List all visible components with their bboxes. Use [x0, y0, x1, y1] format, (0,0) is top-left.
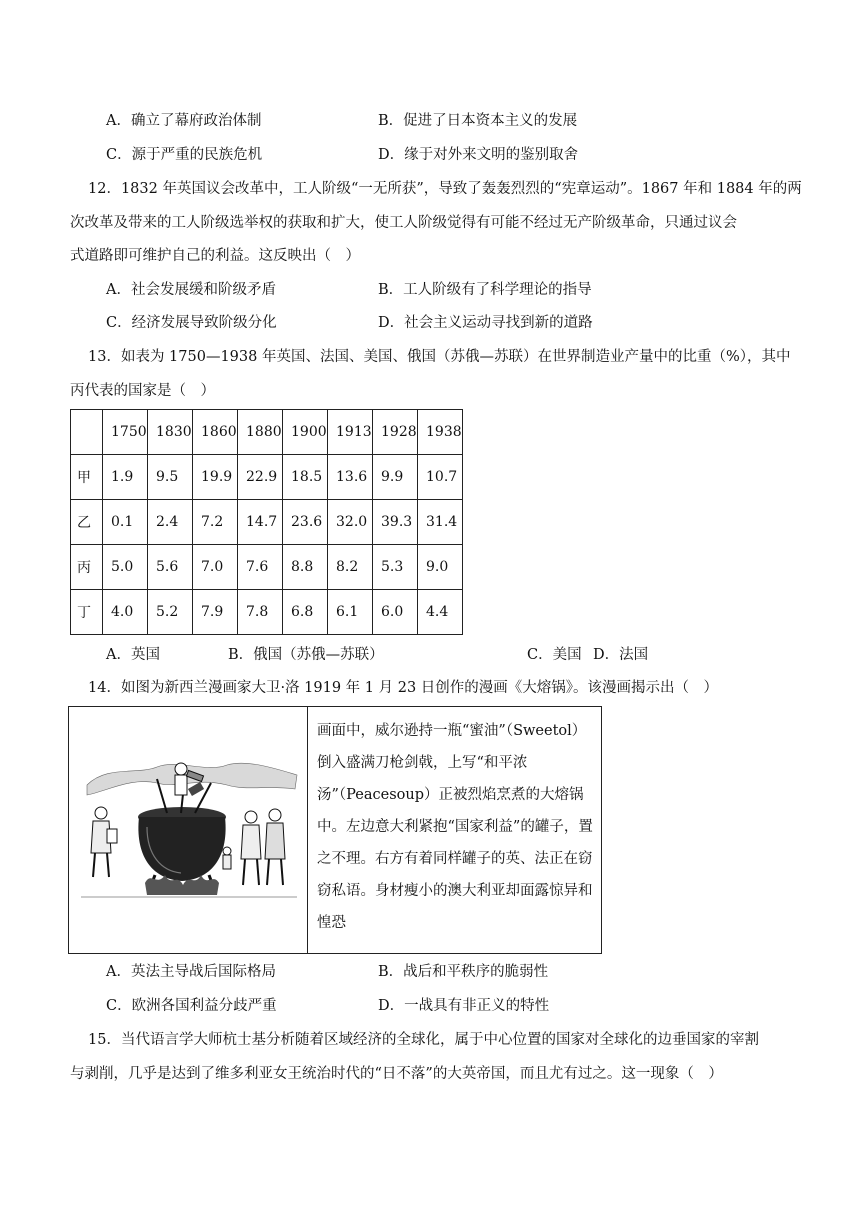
table-cell: 5.6 [148, 545, 193, 590]
table-year-cell: 1860 [193, 410, 238, 455]
table-year-cell: 1880 [238, 410, 283, 455]
q11-option-b: B．促进了日本资本主义的发展 [378, 113, 578, 129]
table-cell: 9.0 [418, 545, 463, 590]
q12-stem-line-1: 12．1832 年英国议会改革中，工人阶级“一无所获”，导致了轰轰烈烈的“宪章运动”。1867 年和 1884 年的两 [88, 181, 802, 197]
q13-option-b: B．俄国（苏俄—苏联） [228, 647, 384, 663]
table-cell: 13.6 [328, 455, 373, 500]
q11-option-c: C．源于严重的民族危机 [106, 147, 263, 163]
table-cell: 9.5 [148, 455, 193, 500]
q14-option-b: B．战后和平秩序的脆弱性 [378, 964, 549, 980]
table-year-cell: 1938 [418, 410, 463, 455]
melting-pot-cartoon-image [77, 755, 301, 905]
cartoon-description: 画面中，威尔逊持一瓶“蜜油”（Sweetol）倒入盛满刀枪剑戟，上写“和平浓汤”（Peacesoup）正被烈焰烹煮的大熔锅中。左边意大利紧抱“国家利益”的罐子，置之不理。右方有着同样罐子的英、法正在窃窃私语。身材瘦小的澳大利亚却面露惊异和惶恐 [317, 723, 593, 931]
q14-option-a: A．英法主导战后国际格局 [106, 964, 276, 980]
table-cell: 32.0 [328, 500, 373, 545]
table-row-label: 乙 [71, 500, 103, 545]
table-year-cell: 1913 [328, 410, 373, 455]
table-cell: 39.3 [373, 500, 418, 545]
table-cell: 4.4 [418, 590, 463, 635]
table-cell: 7.9 [193, 590, 238, 635]
table-cell: 7.2 [193, 500, 238, 545]
q12-option-a: A．社会发展缓和阶级矛盾 [106, 282, 276, 298]
table-row [71, 455, 463, 500]
table-year-cell: 1830 [148, 410, 193, 455]
q14-option-d: D．一战具有非正义的特性 [378, 998, 550, 1014]
table-row-label: 丁 [71, 590, 103, 635]
table-cell: 31.4 [418, 500, 463, 545]
q12-option-b: B．工人阶级有了科学理论的指导 [378, 282, 592, 298]
table-cell: 0.1 [103, 500, 148, 545]
table-cell: 1.9 [103, 455, 148, 500]
table-row-label: 丙 [71, 545, 103, 590]
q14-stem-line-1: 14．如图为新西兰漫画家大卫·洛 1919 年 1 月 23 日创作的漫画《大熔锅》。该漫画揭示出（ ） [88, 680, 719, 696]
q12-option-c: C．经济发展导致阶级分化 [106, 315, 277, 331]
table-cell: 23.6 [283, 500, 328, 545]
table-cell: 8.2 [328, 545, 373, 590]
q13-stem-line-1: 13．如表为 1750—1938 年英国、法国、美国、俄国（苏俄—苏联）在世界制造业产量中的比重（%），其中 [88, 349, 791, 365]
cartoon-figure-box [68, 706, 602, 954]
q13-option-a: A．英国 [106, 647, 160, 663]
q12-stem-line-3: 式道路即可维护自己的利益。这反映出（ ） [70, 248, 360, 264]
q15-stem-line-2: 与剥削，几乎是达到了维多利亚女王统治时代的“日不落”的大英帝国，而且尤有过之。这一现象（ ） [70, 1066, 723, 1082]
table-cell: 6.0 [373, 590, 418, 635]
table-year-cell: 1928 [373, 410, 418, 455]
table-cell: 2.4 [148, 500, 193, 545]
q13-option-c: C．美国 [527, 647, 582, 663]
figure-divider [307, 707, 308, 953]
table-cell: 22.9 [238, 455, 283, 500]
table-cell: 7.0 [193, 545, 238, 590]
table-row [71, 590, 463, 635]
table-cell: 5.2 [148, 590, 193, 635]
q11-option-a: A．确立了幕府政治体制 [106, 113, 262, 129]
table-cell: 5.3 [373, 545, 418, 590]
table-row [71, 545, 463, 590]
q14-option-c: C．欧洲各国利益分歧严重 [106, 998, 277, 1014]
table-cell: 4.0 [103, 590, 148, 635]
q11-option-d: D．缘于对外来文明的鉴别取舍 [378, 147, 579, 163]
table-row-label: 甲 [71, 455, 103, 500]
table-year-cell: 1750 [103, 410, 148, 455]
table-corner-cell [71, 410, 103, 455]
manufacturing-share-table [70, 409, 463, 635]
table-cell: 18.5 [283, 455, 328, 500]
table-header-row [71, 410, 463, 455]
table-row [71, 500, 463, 545]
q12-option-d: D．社会主义运动寻找到新的道路 [378, 315, 593, 331]
table-cell: 14.7 [238, 500, 283, 545]
table-cell: 5.0 [103, 545, 148, 590]
table-cell: 7.8 [238, 590, 283, 635]
q12-stem-line-2: 次改革及带来的工人阶级选举权的获取和扩大，使工人阶级觉得有可能不经过无产阶级革命，只通过议会 [70, 215, 737, 231]
table-cell: 6.8 [283, 590, 328, 635]
table-cell: 10.7 [418, 455, 463, 500]
table-cell: 6.1 [328, 590, 373, 635]
table-cell: 7.6 [238, 545, 283, 590]
table-cell: 19.9 [193, 455, 238, 500]
q13-option-d: D．法国 [593, 647, 649, 663]
table-cell: 9.9 [373, 455, 418, 500]
table-cell: 8.8 [283, 545, 328, 590]
q15-stem-line-1: 15．当代语言学大师杭士基分析随着区域经济的全球化，属于中心位置的国家对全球化的边垂国家的宰割 [88, 1032, 759, 1048]
q13-stem-line-2: 丙代表的国家是（ ） [70, 383, 215, 399]
table-year-cell: 1900 [283, 410, 328, 455]
